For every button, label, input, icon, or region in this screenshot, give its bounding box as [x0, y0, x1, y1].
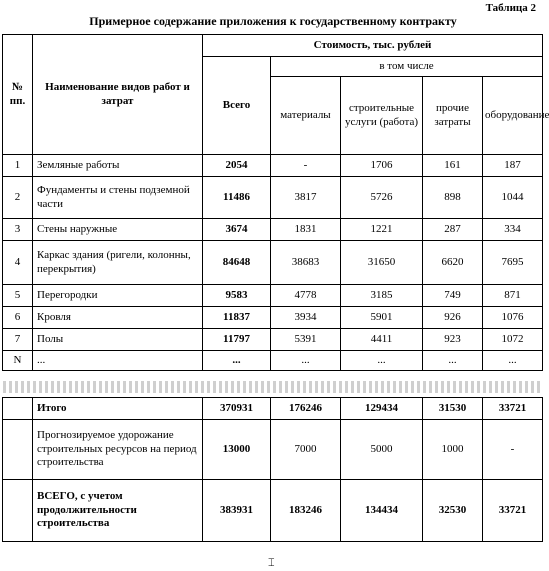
- row-name: Земляные работы: [33, 155, 203, 177]
- row-other: 923: [423, 329, 483, 351]
- row-services: 1706: [341, 155, 423, 177]
- table-row: [3, 351, 543, 371]
- row-total: 84648: [203, 241, 271, 285]
- row-total: ...: [203, 351, 271, 371]
- row-services: 5000: [341, 420, 423, 480]
- row-other: ...: [423, 351, 483, 371]
- total-row: [3, 398, 543, 420]
- row-name: Прогнозируемое удорожание строительных ресурсов на период строительства: [33, 420, 203, 480]
- row-equipment: 33721: [483, 398, 543, 420]
- row-equipment: 7695: [483, 241, 543, 285]
- header-total: Всего: [203, 57, 271, 155]
- row-other: 32530: [423, 480, 483, 542]
- row-equipment: 33721: [483, 480, 543, 542]
- row-materials: 3817: [271, 177, 341, 219]
- grand-total-row: [3, 480, 543, 542]
- row-number: 3: [3, 219, 33, 241]
- row-equipment: 1072: [483, 329, 543, 351]
- table-row: [3, 307, 543, 329]
- row-materials: 183246: [271, 480, 341, 542]
- row-services: 134434: [341, 480, 423, 542]
- row-name: Фундаменты и стены подземной части: [33, 177, 203, 219]
- row-services: 4411: [341, 329, 423, 351]
- row-number: 1: [3, 155, 33, 177]
- row-name: ...: [33, 351, 203, 371]
- row-equipment: 871: [483, 285, 543, 307]
- table-row: [3, 155, 543, 177]
- row-other: 926: [423, 307, 483, 329]
- row-name: Кровля: [33, 307, 203, 329]
- table-number-label: Таблица 2: [485, 2, 536, 14]
- row-other: 161: [423, 155, 483, 177]
- table-row: [3, 329, 543, 351]
- header-other: прочие затраты: [423, 77, 483, 155]
- row-number: N: [3, 351, 33, 371]
- row-other: 1000: [423, 420, 483, 480]
- row-total: 3674: [203, 219, 271, 241]
- row-other: 31530: [423, 398, 483, 420]
- row-number: [3, 420, 33, 480]
- row-name: Полы: [33, 329, 203, 351]
- table-row: [3, 241, 543, 285]
- row-other: 6620: [423, 241, 483, 285]
- row-services: 5901: [341, 307, 423, 329]
- row-equipment: 187: [483, 155, 543, 177]
- row-materials: 5391: [271, 329, 341, 351]
- forecast-row: [3, 420, 543, 480]
- row-number: 5: [3, 285, 33, 307]
- row-services: 31650: [341, 241, 423, 285]
- row-number: 6: [3, 307, 33, 329]
- row-total: 11837: [203, 307, 271, 329]
- row-number: [3, 480, 33, 542]
- row-materials: -: [271, 155, 341, 177]
- row-equipment: ...: [483, 351, 543, 371]
- row-total: 383931: [203, 480, 271, 542]
- table-break: [3, 371, 543, 398]
- row-number: [3, 398, 33, 420]
- table-row: [3, 177, 543, 219]
- header-including: в том числе: [271, 57, 543, 77]
- row-number: 7: [3, 329, 33, 351]
- row-total: 2054: [203, 155, 271, 177]
- row-name: Стены наружные: [33, 219, 203, 241]
- row-total: 11486: [203, 177, 271, 219]
- row-equipment: 1076: [483, 307, 543, 329]
- row-name: ВСЕГО, с учетом продолжительности строительства: [33, 480, 203, 542]
- table-row: [3, 219, 543, 241]
- row-materials: 38683: [271, 241, 341, 285]
- row-number: 4: [3, 241, 33, 285]
- row-materials: 1831: [271, 219, 341, 241]
- row-services: ...: [341, 351, 423, 371]
- row-materials: 4778: [271, 285, 341, 307]
- row-name: Каркас здания (ригели, колонны, перекрытия): [33, 241, 203, 285]
- header-number: № пп.: [3, 35, 33, 155]
- row-name: Перегородки: [33, 285, 203, 307]
- row-total: 13000: [203, 420, 271, 480]
- row-equipment: 334: [483, 219, 543, 241]
- header-materials: материалы: [271, 77, 341, 155]
- header-name: Наименование видов работ и затрат: [33, 35, 203, 155]
- row-materials: 3934: [271, 307, 341, 329]
- row-services: 1221: [341, 219, 423, 241]
- row-services: 5726: [341, 177, 423, 219]
- row-materials: ...: [271, 351, 341, 371]
- header-cost: Стоимость, тыс. рублей: [203, 35, 543, 57]
- break-marker: [3, 371, 543, 398]
- row-total: 370931: [203, 398, 271, 420]
- row-other: 749: [423, 285, 483, 307]
- cost-table: [2, 34, 549, 542]
- row-other: 287: [423, 219, 483, 241]
- document-title: Примерное содержание приложения к государственному контракту: [89, 14, 457, 28]
- row-services: 129434: [341, 398, 423, 420]
- row-total: 9583: [203, 285, 271, 307]
- row-equipment: 1044: [483, 177, 543, 219]
- row-services: 3185: [341, 285, 423, 307]
- row-materials: 7000: [271, 420, 341, 480]
- row-name: Итого: [33, 398, 203, 420]
- row-materials: 176246: [271, 398, 341, 420]
- row-equipment: -: [483, 420, 543, 480]
- header-equipment: оборудование: [483, 77, 543, 155]
- row-number: 2: [3, 177, 33, 219]
- text-cursor-icon: ⌶: [268, 557, 275, 569]
- row-total: 11797: [203, 329, 271, 351]
- header-services: строительные услуги (работа): [341, 77, 423, 155]
- row-other: 898: [423, 177, 483, 219]
- table-row: [3, 285, 543, 307]
